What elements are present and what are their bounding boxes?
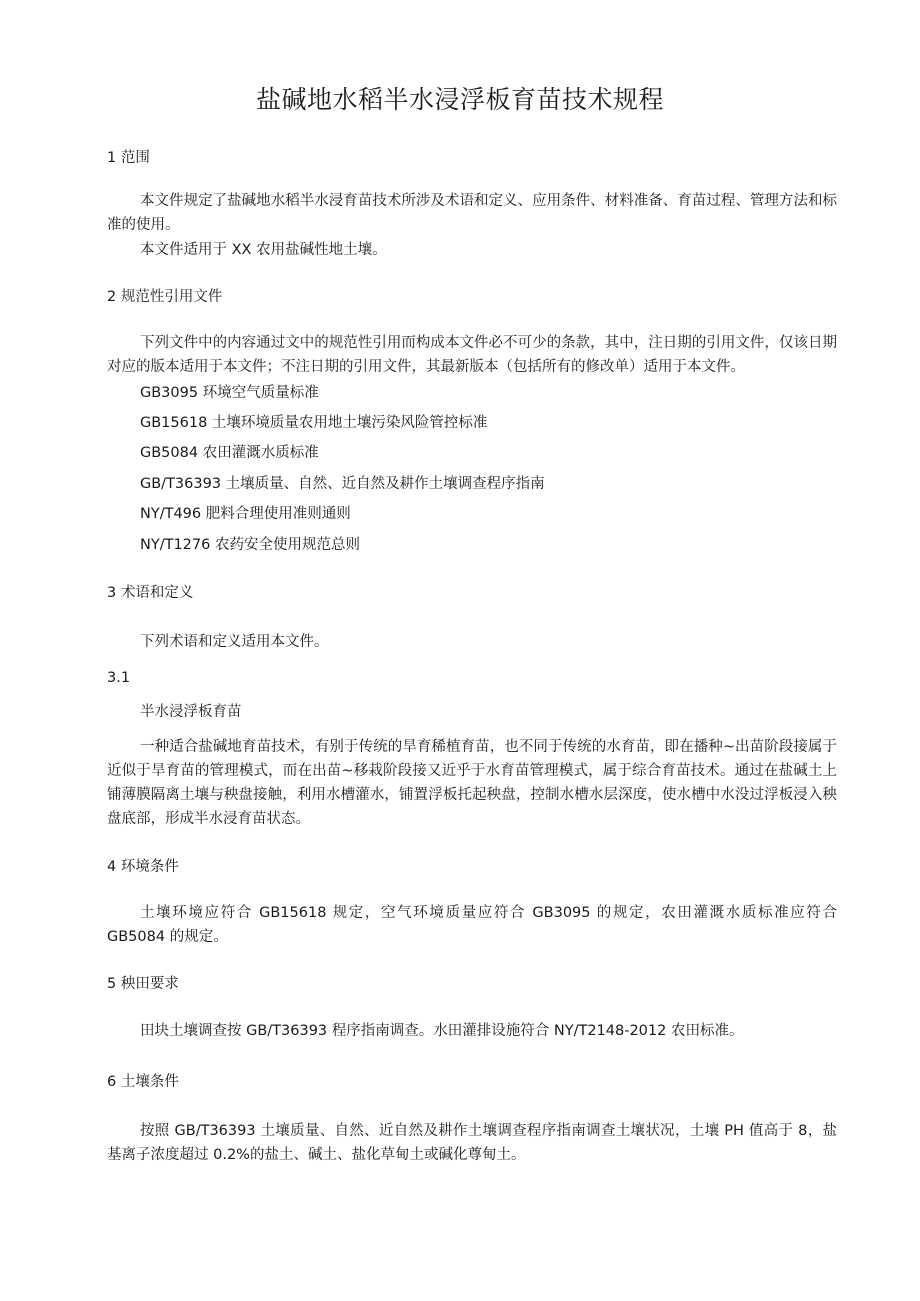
section-5-heading: 5 秧田要求 <box>107 976 179 992</box>
reference-item: GB3095 环境空气质量标准 <box>140 385 319 401</box>
section-5-paragraph-1: 田块土壤调查按 GB/T36393 程序指南调查。水田灌排设施符合 NY/T2148-2012 农田标准。 <box>140 1023 744 1039</box>
section-4-paragraph-1: 土壤环境应符合 GB15618 规定，空气环境质量应符合 GB3095 的规定，农田灌溉水质标准应符合 GB5084 的规定。 <box>107 905 837 945</box>
reference-item: GB15618 土壤环境质量农用地土壤污染风险管控标准 <box>140 415 488 431</box>
document-title: 盐碱地水稻半水浸浮板育苗技术规程 <box>255 85 664 114</box>
section-2-paragraph-1: 下列文件中的内容通过文中的规范性引用而构成本文件必不可少的条款，其中，注日期的引用文件，仅该日期对应的版本适用于本文件；不注日期的引用文件，其最新版本（包括所有的修改单）适用于本文件。 <box>107 335 837 375</box>
subsection-number: 3.1 <box>107 670 131 686</box>
section-3-paragraph-1: 下列术语和定义适用本文件。 <box>140 634 329 650</box>
section-4-heading: 4 环境条件 <box>107 859 179 875</box>
section-1-heading: 1 范围 <box>107 150 150 166</box>
section-3-heading: 3 术语和定义 <box>107 585 194 601</box>
section-6-heading: 6 土壤条件 <box>107 1074 179 1090</box>
section-1-paragraph-2: 本文件适用于 XX 农用盐碱性地土壤。 <box>140 242 387 258</box>
reference-item: GB5084 农田灌溉水质标准 <box>140 445 319 461</box>
reference-item: NY/T1276 农药安全使用规范总则 <box>140 537 360 553</box>
term-definition: 一种适合盐碱地育苗技术，有别于传统的旱育稀植育苗，也不同于传统的水育苗，即在播种~出苗阶段接属于近似于旱育苗的管理模式，而在出苗~移栽阶段接又近乎于水育苗管理模式，属于综合育苗技术。通过在盐碱土上铺薄膜隔离土壤与秧盘接触，利用水槽灌水，铺置浮板托起秧盘，控制水槽水层深度，使水槽中水没过浮板浸入秧盘底部，形成半水浸育苗状态。 <box>107 739 837 827</box>
section-6-paragraph-1: 按照 GB/T36393 土壤质量、自然、近自然及耕作土壤调查程序指南调查土壤状况，土壤 PH 值高于 8，盐基离子浓度超过 0.2%的盐土、碱土、盐化草甸土或碱化尊甸土。 <box>107 1123 837 1163</box>
term-name: 半水浸浮板育苗 <box>140 704 242 720</box>
reference-item: NY/T496 肥料合理使用准则通则 <box>140 506 351 522</box>
section-1-paragraph-1: 本文件规定了盐碱地水稻半水浸育苗技术所涉及术语和定义、应用条件、材料准备、育苗过程、管理方法和标准的使用。 <box>107 193 837 233</box>
reference-item: GB/T36393 土壤质量、自然、近自然及耕作土壤调查程序指南 <box>140 476 545 492</box>
section-2-heading: 2 规范性引用文件 <box>107 289 223 305</box>
